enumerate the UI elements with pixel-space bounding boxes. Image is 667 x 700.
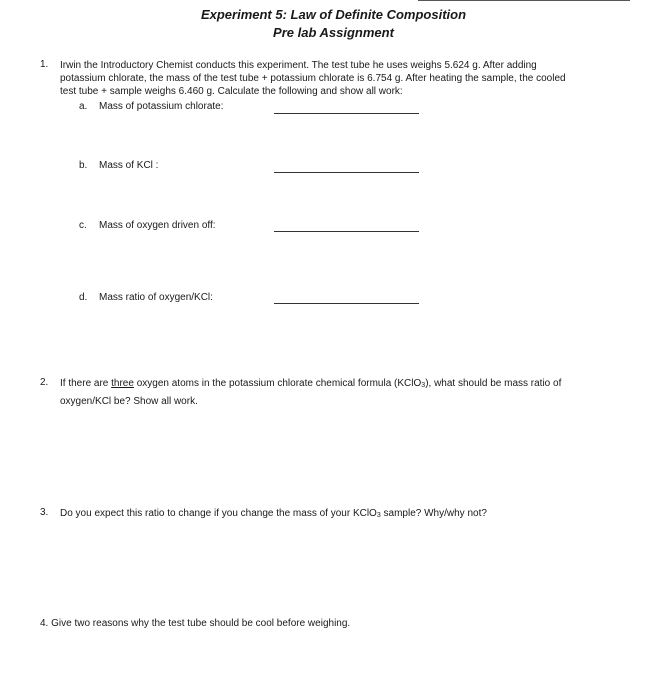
- part-d-answer-line[interactable]: [274, 303, 419, 304]
- question-1-number: 1.: [40, 59, 49, 70]
- question-2-line-2: oxygen/KCl be? Show all work.: [60, 396, 198, 407]
- question-3-text: Do you expect this ratio to change if you change the mass of your KClO$_3$ sample? Why/why not?: [60, 508, 487, 519]
- header-rule: [418, 0, 630, 1]
- question-4-text: 4. Give two reasons why the test tube should be cool before weighing.: [40, 618, 351, 629]
- part-a-label: Mass of potassium chlorate:: [99, 101, 224, 112]
- question-2-line-1: If there are three oxygen atoms in the potassium chlorate chemical formula (KClO$_3$), what should be mass ratio of: [60, 378, 562, 389]
- part-c-answer-line[interactable]: [274, 231, 419, 232]
- emphasis-three: three: [111, 378, 134, 389]
- part-b-letter: b.: [79, 160, 88, 171]
- part-d-label: Mass ratio of oxygen/KCl:: [99, 292, 213, 303]
- question-1-line-2: potassium chlorate, the mass of the test tube + potassium chlorate is 6.754 g. After heating the sample, the cooled: [60, 73, 566, 84]
- question-1-line-1: Irwin the Introductory Chemist conducts this experiment. The test tube he uses weighs 5.624 g. After adding: [60, 60, 537, 71]
- part-d-letter: d.: [79, 292, 88, 303]
- page-subtitle: Pre lab Assignment: [273, 25, 394, 40]
- part-a-answer-line[interactable]: [274, 113, 419, 114]
- question-1-line-3: test tube + sample weighs 6.460 g. Calculate the following and show all work:: [60, 86, 403, 97]
- part-a-letter: a.: [79, 101, 88, 112]
- page-title: Experiment 5: Law of Definite Composition: [200, 7, 467, 22]
- part-b-answer-line[interactable]: [274, 172, 419, 173]
- part-c-label: Mass of oxygen driven off:: [99, 220, 216, 231]
- question-2-number: 2.: [40, 377, 49, 388]
- part-c-letter: c.: [79, 220, 87, 231]
- part-b-label: Mass of KCl :: [99, 160, 159, 171]
- question-3-number: 3.: [40, 507, 49, 518]
